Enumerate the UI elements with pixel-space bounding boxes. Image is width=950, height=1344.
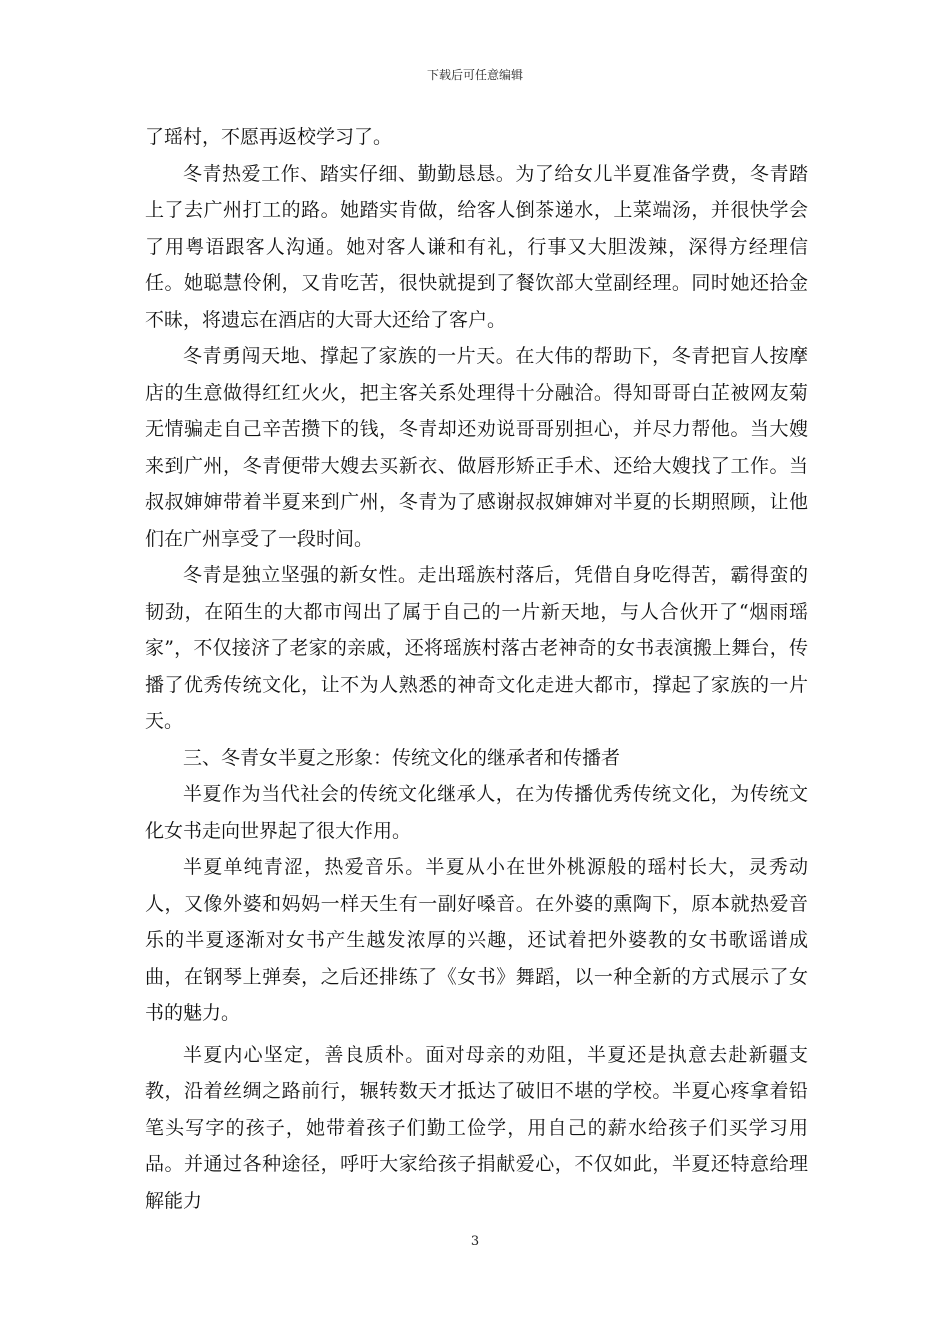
- paragraph: 冬青热爱工作、踏实仔细、勤勤恳恳。为了给女儿半夏准备学费，冬青踏上了去广州打工的路。她踏实肯做，给客人倒茶递水，上菜端汤，并很快学会了用粤语跟客人沟通。她对客人谦和有礼，行事又大胆泼辣，深得方经理信任。她聪慧伶俐，又肯吃苦，很快就提到了餐饮部大堂副经理。同时她还拾金不昧，将遗忘在酒店的大哥大还给了客户。: [145, 162, 808, 331]
- paragraph-continuation: 了瑶村，不愿再返校学习了。: [145, 126, 393, 148]
- page-header: 下载后可任意编辑: [426, 68, 523, 82]
- paragraph: 冬青是独立坚强的新女性。走出瑶族村落后，凭借自身吃得苦，霸得蛮的韧劲，在陌生的大都市闯出了属于自己的一片新天地，与人合伙开了“烟雨瑶家”，不仅接济了老家的亲戚，还将瑶族村落古老神奇的女书表演搬上舞台，传播了优秀传统文化，让不为人熟悉的神奇文化走进大都市，撑起了家族的一片天。: [145, 564, 808, 732]
- paragraph: 半夏内心坚定，善良质朴。面对母亲的劝阻，半夏还是执意去赴新疆支教，沿着丝绸之路前行，辗转数天才抵达了破旧不堪的学校。半夏心疼拿着铅笔头写字的孩子，她带着孩子们勤工俭学，用自己的薪水给孩子们买学习用品。并通过各种途径，呼吁大家给孩子捐献爱心，不仅如此，半夏还特意给理解能力: [145, 1043, 808, 1212]
- paragraph: 半夏作为当代社会的传统文化继承人，在为传播优秀传统文化，为传统文化女书走向世界起了很大作用。: [145, 783, 808, 842]
- paragraph: 冬青勇闯天地、撑起了家族的一片天。在大伟的帮助下，冬青把盲人按摩店的生意做得红红火火，把主客关系处理得十分融洽。得知哥哥白芷被网友菊无情骗走自己辛苦攒下的钱，冬青却还劝说哥哥别担心，并尽力帮他。当大嫂来到广州，冬青便带大嫂去买新衣、做唇形矫正手术、还给大嫂找了工作。当叔叔婶婶带着半夏来到广州，冬青为了感谢叔叔婶婶对半夏的长期照顾，让他们在广州享受了一段时间。: [145, 345, 808, 550]
- document-body: [145, 119, 808, 1219]
- section-heading: 三、冬青女半夏之形象：传统文化的继承者和传播者: [183, 746, 621, 769]
- page-number: 3: [470, 1234, 480, 1249]
- paragraph: 半夏单纯青涩，热爱音乐。半夏从小在世外桃源般的瑶村长大，灵秀动人，又像外婆和妈妈一样天生有一副好嗓音。在外婆的熏陶下，原本就热爱音乐的半夏逐渐对女书产生越发浓厚的兴趣，还试着把外婆教的女书歌谣谱成曲，在钢琴上弹奏，之后还排练了《女书》舞蹈，以一种全新的方式展示了女书的魅力。: [145, 856, 808, 1024]
